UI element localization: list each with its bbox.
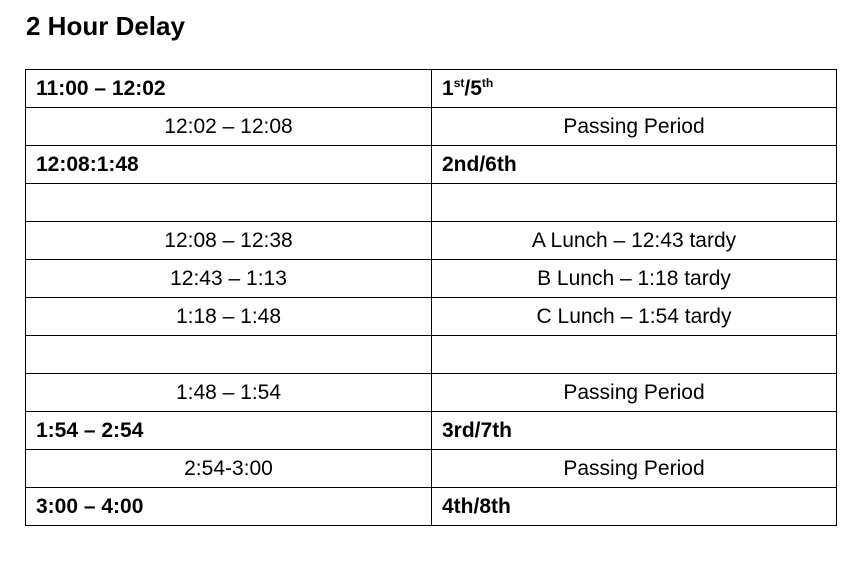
period-cell: Passing Period bbox=[432, 450, 837, 488]
table-row bbox=[26, 146, 837, 184]
time-cell: 12:08 – 12:38 bbox=[26, 222, 432, 260]
time-cell: 12:08:1:48 bbox=[26, 146, 432, 184]
period-number: 1 bbox=[442, 76, 454, 100]
table-row bbox=[26, 488, 837, 526]
period-cell bbox=[432, 70, 837, 108]
table-row bbox=[26, 298, 837, 336]
page-title: 2 Hour Delay bbox=[26, 11, 185, 41]
time-cell: 2:54-3:00 bbox=[26, 450, 432, 488]
period-cell: 3rd/7th bbox=[432, 412, 837, 450]
table-row bbox=[26, 184, 837, 222]
time-cell bbox=[26, 336, 432, 374]
period-cell: B Lunch – 1:18 tardy bbox=[432, 260, 837, 298]
period-cell: 2nd/6th bbox=[432, 146, 837, 184]
time-cell: 12:43 – 1:13 bbox=[26, 260, 432, 298]
period-number: /5 bbox=[464, 76, 482, 100]
ordinal-suffix: th bbox=[481, 75, 494, 90]
period-cell bbox=[432, 336, 837, 374]
period-cell: Passing Period bbox=[432, 374, 837, 412]
table-row bbox=[26, 108, 837, 146]
time-cell: 3:00 – 4:00 bbox=[26, 488, 432, 526]
time-cell: 12:02 – 12:08 bbox=[26, 108, 432, 146]
time-cell: 1:48 – 1:54 bbox=[26, 374, 432, 412]
time-cell: 1:54 – 2:54 bbox=[26, 412, 432, 450]
table-row bbox=[26, 412, 837, 450]
table-row bbox=[26, 374, 837, 412]
ordinal-suffix: st bbox=[453, 75, 465, 90]
period-cell: C Lunch – 1:54 tardy bbox=[432, 298, 837, 336]
table-row bbox=[26, 336, 837, 374]
period-cell bbox=[432, 184, 837, 222]
time-cell: 1:18 – 1:48 bbox=[26, 298, 432, 336]
period-cell: A Lunch – 12:43 tardy bbox=[432, 222, 837, 260]
table-row bbox=[26, 222, 837, 260]
period-cell: Passing Period bbox=[432, 108, 837, 146]
time-cell: 11:00 – 12:02 bbox=[26, 70, 432, 108]
table-row bbox=[26, 260, 837, 298]
period-cell: 4th/8th bbox=[432, 488, 837, 526]
table-row bbox=[26, 450, 837, 488]
table-row bbox=[26, 70, 837, 108]
schedule-table bbox=[25, 69, 837, 526]
time-cell bbox=[26, 184, 432, 222]
